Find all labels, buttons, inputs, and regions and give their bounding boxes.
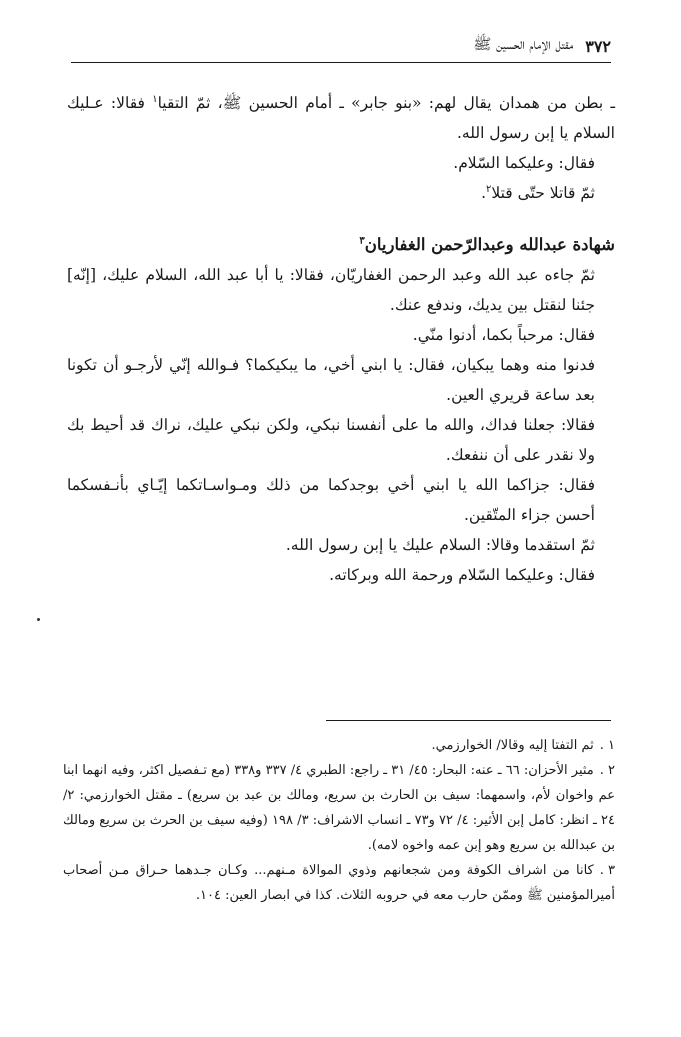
paragraph: فقال: مرحباً بكما، أدنوا منّي. (412, 326, 595, 344)
paragraph: فدنوا منه وهما يبكيان، فقال: يا ابني أخي، ما يبكيكما؟ فـوالله إنّي لأرجـو أن تكونا بعد ساعة قريري العين. (67, 356, 595, 404)
footnote-text: مثير الأحزان: ٦٦ ـ عنه: البحار: ٤٥/ ٣١ ـ راجع: الطبري ٤/ ٣٣٧ و٣٣٨ (مع تـفصيل اكثر، وفيه انهما ابنا عم واخوان لأم، واسمهما: سيف بن الحارث بن سريع، ومالك بن عبد بن سريع) ـ مقتل الخوارزمي: ٢/ ٢٤ ـ انظر: كامل إبن الأثير: ٤/ ٧٢ و٧٣ ـ انساب الاشراف: ٣/ ١٩٨ (وفيه سيف بن الحرث بن سريع ومالك بن عبدالله بن سريع وهو إبن عمه واخوه لامه). (63, 763, 616, 853)
paragraph-text: ـ بطن من همدان يقال لهم: «بنو جابر» ـ أمام الحسين ﷺ، ثمّ التقيا (157, 94, 615, 112)
footnote-text: ثم التفتا إليه وقالا/ الخوارزمي. (431, 738, 594, 753)
stray-dot (37, 618, 40, 621)
paragraph (67, 178, 615, 208)
footnote-ref: ١ (152, 93, 158, 105)
paragraph: فقالا: جعلنا فداك، والله ما على أنفسنا نبكي، ولكن نبكي عليك، نراك قد أحيط بك ولا نقدر على أن ننفعك. (67, 416, 595, 464)
footnotes (63, 733, 615, 908)
spacer (67, 208, 615, 230)
paragraph-text: ثمّ قاتلا حتّى قتلا (491, 184, 595, 202)
section-heading-text: شهادة عبدالله وعبدالرّحمن الغفاريان (364, 235, 615, 254)
footnote-divider (326, 720, 611, 721)
footnote (63, 758, 615, 858)
section-heading (67, 230, 615, 260)
paragraph: فقال: وعليكما السّلام. (453, 154, 595, 172)
paragraph: فقال: جزاكما الله يا ابني أخي بوجدكما من ذلك ومـواسـاتكما إيّـاي بأنـفسكما أحسن جزاء المتّقين. (67, 476, 595, 524)
page-number: ٣٧٢ (585, 36, 611, 56)
paragraph-text: فقالا: عـليك السلام يا إبن رسول الله. (67, 94, 615, 142)
page-header (71, 30, 611, 63)
paragraph: ثمّ استقدما وقالا: السلام عليك يا إبن رسول الله. (285, 536, 595, 554)
footnote (63, 858, 615, 908)
paragraph: ثمّ جاءه عبد الله وعبد الرحمن الغفاريّان، فقالا: يا أبا عبد الله، السلام عليك، [إنّه] جئنا لنقتل بين يديك، وندفع عنك. (67, 266, 595, 314)
footnote-number: ١ . (599, 738, 615, 753)
main-text (67, 88, 615, 590)
footnote-text: كانا من اشراف الكوفة ومن شجعانهم وذوي الموالاة مـنهم... وكـان جـدهما حـراق مـن أصحاب أميرالمؤمنين ﷺ وممّن حارب معه في حروبه الثلاث. كذا في ابصار العين: ١٠٤. (63, 863, 615, 903)
footnote-number: ٣ . (599, 863, 615, 878)
footnote (63, 733, 615, 758)
footnote-ref: ٢ (486, 183, 492, 195)
paragraph (67, 88, 615, 148)
footnote-ref: ٣ (359, 235, 365, 247)
paragraph: فقال: وعليكما السّلام ورحمة الله وبركاته. (329, 566, 595, 584)
running-title: مقتل الإمام الحسين ﷺ (473, 35, 574, 53)
footnote-number: ٢ . (599, 763, 616, 778)
paragraph-text: . (481, 184, 486, 202)
